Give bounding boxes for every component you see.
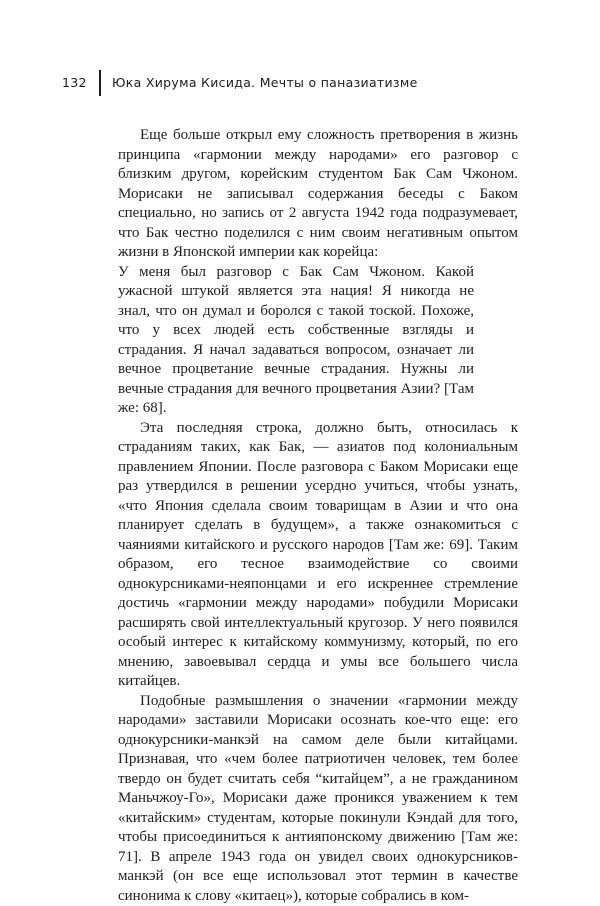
header-divider bbox=[99, 70, 101, 96]
body-text bbox=[118, 126, 518, 906]
paragraph: Эта последняя строка, должно быть, относилась к страданиям таких, как Бак, — азиатов под колониальным правлением Японии. После разговора с Баком Морисаки еще раз утвердился в решении усердно учиться, чтобы узнать, «что Япония сделала своим товарищам в Азии и что она планирует сделать в будущем», а также ознакомиться с чаяниями китайского и русского народов [Там же: 69]. Таким образом, его тесное взаимодействие со своими однокурсниками-неяпонцами и его искреннее стремление достичь «гармонии между народами» побудили Морисаки расширять свой интеллектуальный кругозор. У него появился особый интерес к китайскому коммунизму, который, по его мнению, завоевывал сердца и умы все большего числа китайцев. bbox=[118, 419, 518, 692]
block-quote: У меня был разговор с Бак Сам Чжоном. Какой ужасной штукой является эта нация! Я никогда не знал, что он думал и боролся с такой тоской. Похоже, что у всех людей есть собственные взгляды и страдания. Я начал задаваться вопросом, означает ли вечное процветание вечные страдания. Нужны ли вечные страдания для вечного процветания Азии? [Там же: 68]. bbox=[118, 263, 474, 419]
page-number: 132 bbox=[62, 75, 87, 90]
paragraph: Подобные размышления о значении «гармонии между народами» заставили Морисаки осознать кое-что еще: его однокурсники-манкэй на самом деле были китайцами. Признавая, что «чем более патриотичен человек, тем более твердо он будет считать себя “китайцем”, а не гражданином Маньчжоу-Го», Морисаки даже проникся уважением к тем «китайским» студентам, которые покинули Кэндай для того, чтобы присоединиться к антияпонскому движению [Там же: 71]. В апреле 1943 года он увидел своих однокурсников-манкэй (он все еще использовал этот термин в качестве синонима к слову «китаец»), которые собрались в ком- bbox=[118, 692, 518, 906]
paragraph: Еще больше открыл ему сложность претворения в жизнь принципа «гармонии между народами» его разговор с близким другом, корейским студентом Бак Сам Чжоном. Морисаки не записывал содержания беседы с Баком специально, но запись от 2 августа 1942 года подразумевает, что Бак честно поделился с ним своим негативным опытом жизни в Японской империи как корейца: bbox=[118, 126, 518, 263]
running-header bbox=[0, 70, 600, 100]
running-title: Юка Хирума Кисида. Мечты о паназиатизме bbox=[112, 75, 418, 90]
